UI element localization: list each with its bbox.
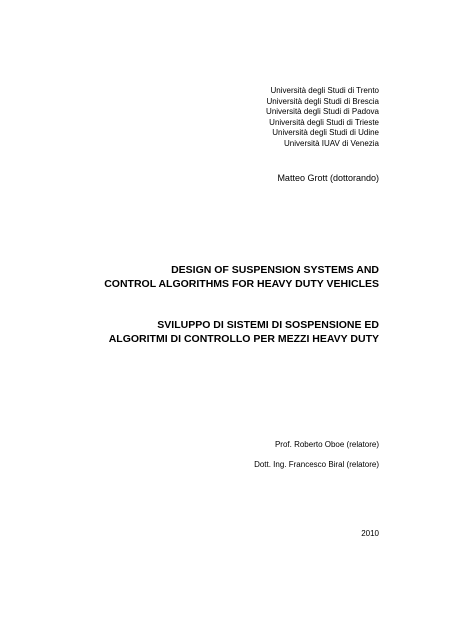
university-iuav-venezia: Università IUAV di Venezia — [283, 138, 379, 148]
university-list — [266, 86, 379, 150]
university-udine: Università degli Studi di Udine — [272, 128, 379, 138]
university-padova: Università degli Studi di Padova — [266, 107, 379, 117]
author-name: Matteo Grott (dottorando) — [277, 173, 379, 183]
italian-title — [109, 318, 379, 346]
italian-title-line-2: ALGORITMI DI CONTROLLO PER MEZZI HEAVY DUTY — [108, 333, 379, 345]
university-trento: Università degli Studi di Trento — [270, 86, 379, 95]
english-title-line-1: DESIGN OF SUSPENSION SYSTEMS AND — [171, 264, 379, 276]
supervisor-biral: Dott. Ing. Francesco Biral (relatore) — [254, 460, 379, 469]
supervisor-oboe: Prof. Roberto Oboe (relatore) — [274, 440, 379, 449]
english-title — [104, 263, 379, 291]
supervisor-list — [254, 440, 379, 470]
publication-year: 2010 — [361, 529, 379, 538]
italian-title-line-1: SVILUPPO DI SISTEMI DI SOSPENSIONE ED — [157, 319, 379, 331]
university-brescia: Università degli Studi di Brescia — [266, 96, 379, 106]
university-trieste: Università degli Studi di Trieste — [269, 117, 379, 127]
english-title-line-2: CONTROL ALGORITHMS FOR HEAVY DUTY VEHICLES — [104, 278, 379, 290]
